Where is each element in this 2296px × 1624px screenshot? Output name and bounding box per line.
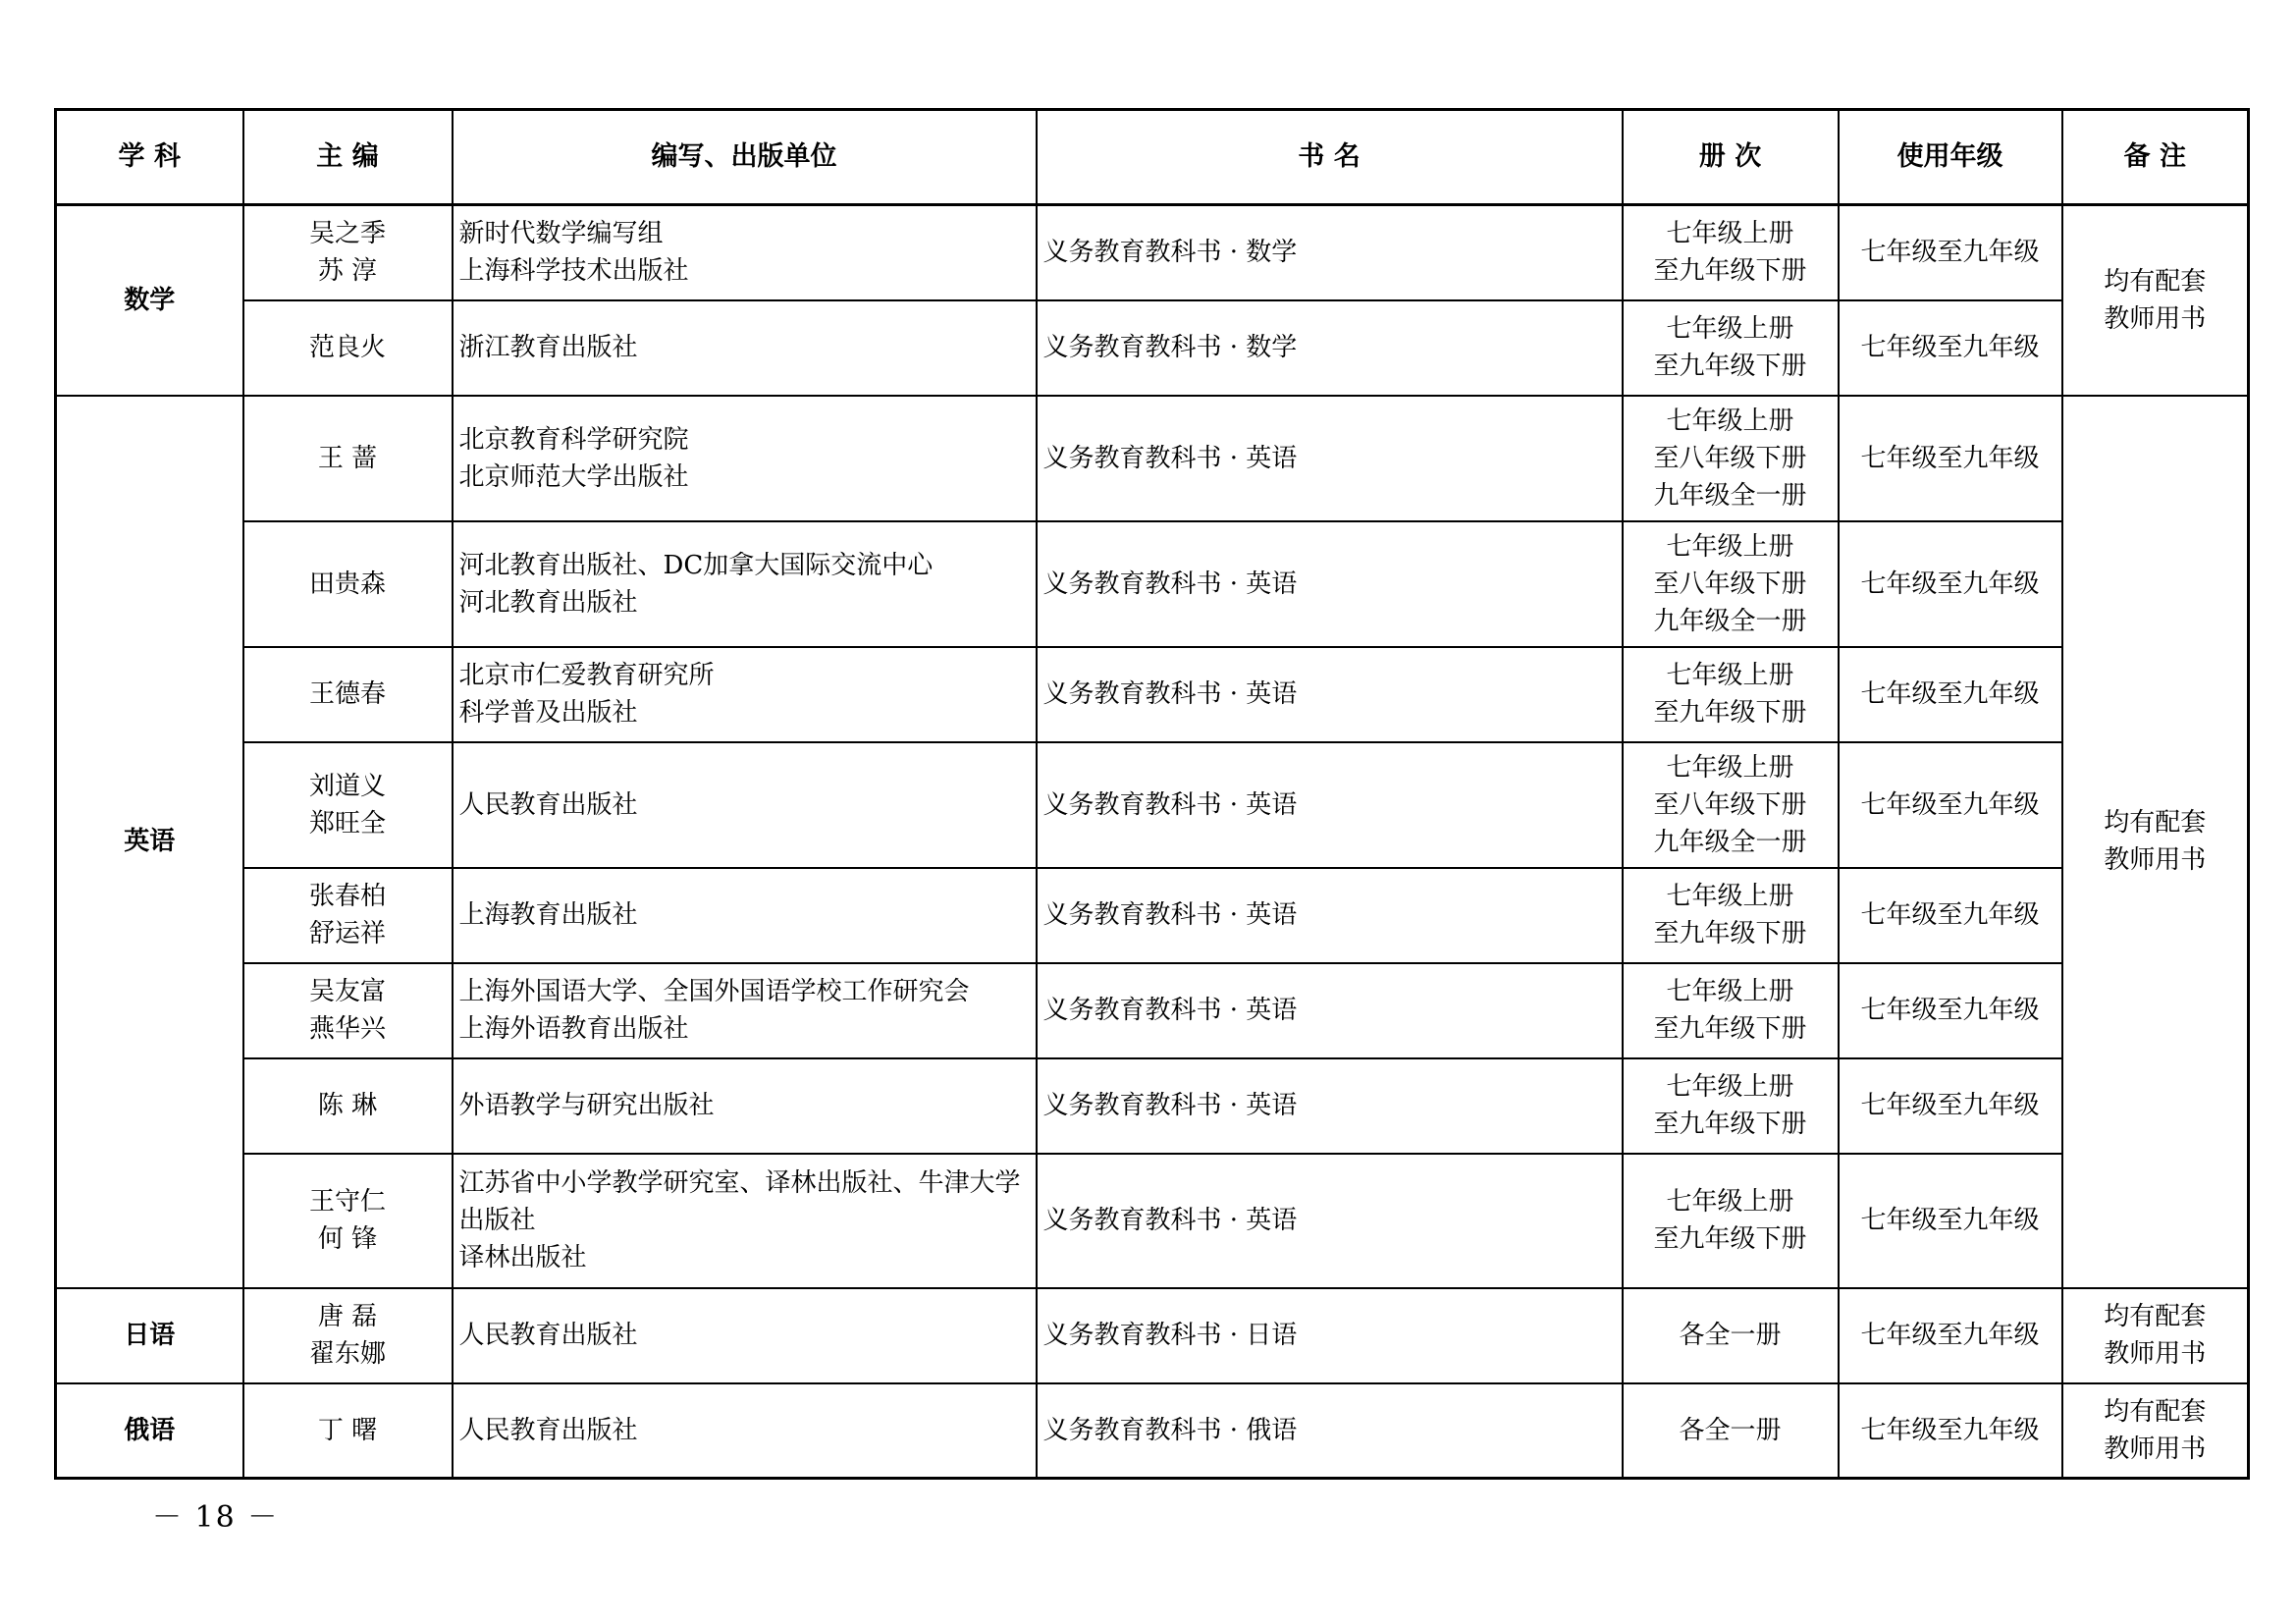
grades-cell: 七年级至九年级 <box>1839 1288 2062 1383</box>
editor-cell: 王德春 <box>243 647 453 742</box>
editor-cell: 田贵森 <box>243 521 453 647</box>
header-notes: 备 注 <box>2062 110 2249 205</box>
subject-cell-english: 英语 <box>56 396 243 1288</box>
table-row <box>56 1154 2249 1288</box>
book-title-cell: 义务教育教科书 · 英语 <box>1037 742 1623 868</box>
book-title-cell: 义务教育教科书 · 英语 <box>1037 647 1623 742</box>
publisher-cell: 人民教育出版社 <box>453 1383 1037 1479</box>
note-cell-japanese: 均有配套 教师用书 <box>2062 1288 2249 1383</box>
grades-cell: 七年级至九年级 <box>1839 963 2062 1058</box>
book-title-cell: 义务教育教科书 · 英语 <box>1037 521 1623 647</box>
header-editor: 主 编 <box>243 110 453 205</box>
note-cell-russian: 均有配套 教师用书 <box>2062 1383 2249 1479</box>
grades-cell: 七年级至九年级 <box>1839 300 2062 396</box>
header-row <box>56 110 2249 205</box>
subject-cell-math: 数学 <box>56 205 243 396</box>
header-publisher: 编写、出版单位 <box>453 110 1037 205</box>
book-title-cell: 义务教育教科书 · 英语 <box>1037 1058 1623 1154</box>
editor-cell: 陈 琳 <box>243 1058 453 1154</box>
editor-cell: 吴友富 燕华兴 <box>243 963 453 1058</box>
editor-cell: 丁 曙 <box>243 1383 453 1479</box>
publisher-cell: 北京教育科学研究院 北京师范大学出版社 <box>453 396 1037 521</box>
editor-cell: 刘道义 郑旺全 <box>243 742 453 868</box>
table-row <box>56 742 2249 868</box>
publisher-cell: 人民教育出版社 <box>453 742 1037 868</box>
volumes-cell: 各全一册 <box>1623 1288 1839 1383</box>
subject-cell-russian: 俄语 <box>56 1383 243 1479</box>
volumes-cell: 七年级上册 至八年级下册 九年级全一册 <box>1623 396 1839 521</box>
editor-cell: 王守仁 何 锋 <box>243 1154 453 1288</box>
table-row <box>56 963 2249 1058</box>
table-row <box>56 1288 2249 1383</box>
book-title-cell: 义务教育教科书 · 数学 <box>1037 300 1623 396</box>
publisher-cell: 人民教育出版社 <box>453 1288 1037 1383</box>
grades-cell: 七年级至九年级 <box>1839 1154 2062 1288</box>
grades-cell: 七年级至九年级 <box>1839 521 2062 647</box>
table-row <box>56 647 2249 742</box>
volumes-cell: 七年级上册 至九年级下册 <box>1623 1154 1839 1288</box>
grades-cell: 七年级至九年级 <box>1839 205 2062 300</box>
editor-cell: 王 蔷 <box>243 396 453 521</box>
volumes-cell: 七年级上册 至九年级下册 <box>1623 1058 1839 1154</box>
table-row <box>56 300 2249 396</box>
publisher-cell: 北京市仁爱教育研究所 科学普及出版社 <box>453 647 1037 742</box>
editor-cell: 张春柏 舒运祥 <box>243 868 453 963</box>
note-cell-english: 均有配套 教师用书 <box>2062 396 2249 1288</box>
editor-cell: 范良火 <box>243 300 453 396</box>
header-grades: 使用年级 <box>1839 110 2062 205</box>
subject-cell-japanese: 日语 <box>56 1288 243 1383</box>
table-row <box>56 205 2249 300</box>
book-title-cell: 义务教育教科书 · 英语 <box>1037 396 1623 521</box>
volumes-cell: 七年级上册 至九年级下册 <box>1623 868 1839 963</box>
grades-cell: 七年级至九年级 <box>1839 647 2062 742</box>
publisher-cell: 江苏省中小学教学研究室、译林出版社、牛津大学出版社 译林出版社 <box>453 1154 1037 1288</box>
book-title-cell: 义务教育教科书 · 俄语 <box>1037 1383 1623 1479</box>
table-row <box>56 868 2249 963</box>
book-title-cell: 义务教育教科书 · 英语 <box>1037 963 1623 1058</box>
editor-cell: 唐 磊 翟东娜 <box>243 1288 453 1383</box>
publisher-cell: 新时代数学编写组 上海科学技术出版社 <box>453 205 1037 300</box>
table-body <box>56 205 2249 1479</box>
table-row <box>56 521 2249 647</box>
header-title: 书 名 <box>1037 110 1623 205</box>
grades-cell: 七年级至九年级 <box>1839 396 2062 521</box>
note-cell-math: 均有配套 教师用书 <box>2062 205 2249 396</box>
page-number: － 18 － <box>152 1500 280 1535</box>
volumes-cell: 七年级上册 至八年级下册 九年级全一册 <box>1623 521 1839 647</box>
book-title-cell: 义务教育教科书 · 英语 <box>1037 1154 1623 1288</box>
grades-cell: 七年级至九年级 <box>1839 742 2062 868</box>
publisher-cell: 外语教学与研究出版社 <box>453 1058 1037 1154</box>
publisher-cell: 浙江教育出版社 <box>453 300 1037 396</box>
volumes-cell: 七年级上册 至九年级下册 <box>1623 963 1839 1058</box>
volumes-cell: 七年级上册 至九年级下册 <box>1623 300 1839 396</box>
grades-cell: 七年级至九年级 <box>1839 1383 2062 1479</box>
book-title-cell: 义务教育教科书 · 数学 <box>1037 205 1623 300</box>
table-row <box>56 1058 2249 1154</box>
header-volumes: 册 次 <box>1623 110 1839 205</box>
textbook-table <box>54 108 2250 1480</box>
volumes-cell: 各全一册 <box>1623 1383 1839 1479</box>
table-row <box>56 1383 2249 1479</box>
grades-cell: 七年级至九年级 <box>1839 868 2062 963</box>
header-subject: 学 科 <box>56 110 243 205</box>
volumes-cell: 七年级上册 至九年级下册 <box>1623 647 1839 742</box>
book-title-cell: 义务教育教科书 · 日语 <box>1037 1288 1623 1383</box>
publisher-cell: 上海外国语大学、全国外国语学校工作研究会 上海外语教育出版社 <box>453 963 1037 1058</box>
table-header <box>56 110 2249 205</box>
publisher-cell: 上海教育出版社 <box>453 868 1037 963</box>
grades-cell: 七年级至九年级 <box>1839 1058 2062 1154</box>
publisher-cell: 河北教育出版社、DC加拿大国际交流中心 河北教育出版社 <box>453 521 1037 647</box>
book-title-cell: 义务教育教科书 · 英语 <box>1037 868 1623 963</box>
volumes-cell: 七年级上册 至八年级下册 九年级全一册 <box>1623 742 1839 868</box>
table-row <box>56 396 2249 521</box>
editor-cell: 吴之季 苏 淳 <box>243 205 453 300</box>
volumes-cell: 七年级上册 至九年级下册 <box>1623 205 1839 300</box>
